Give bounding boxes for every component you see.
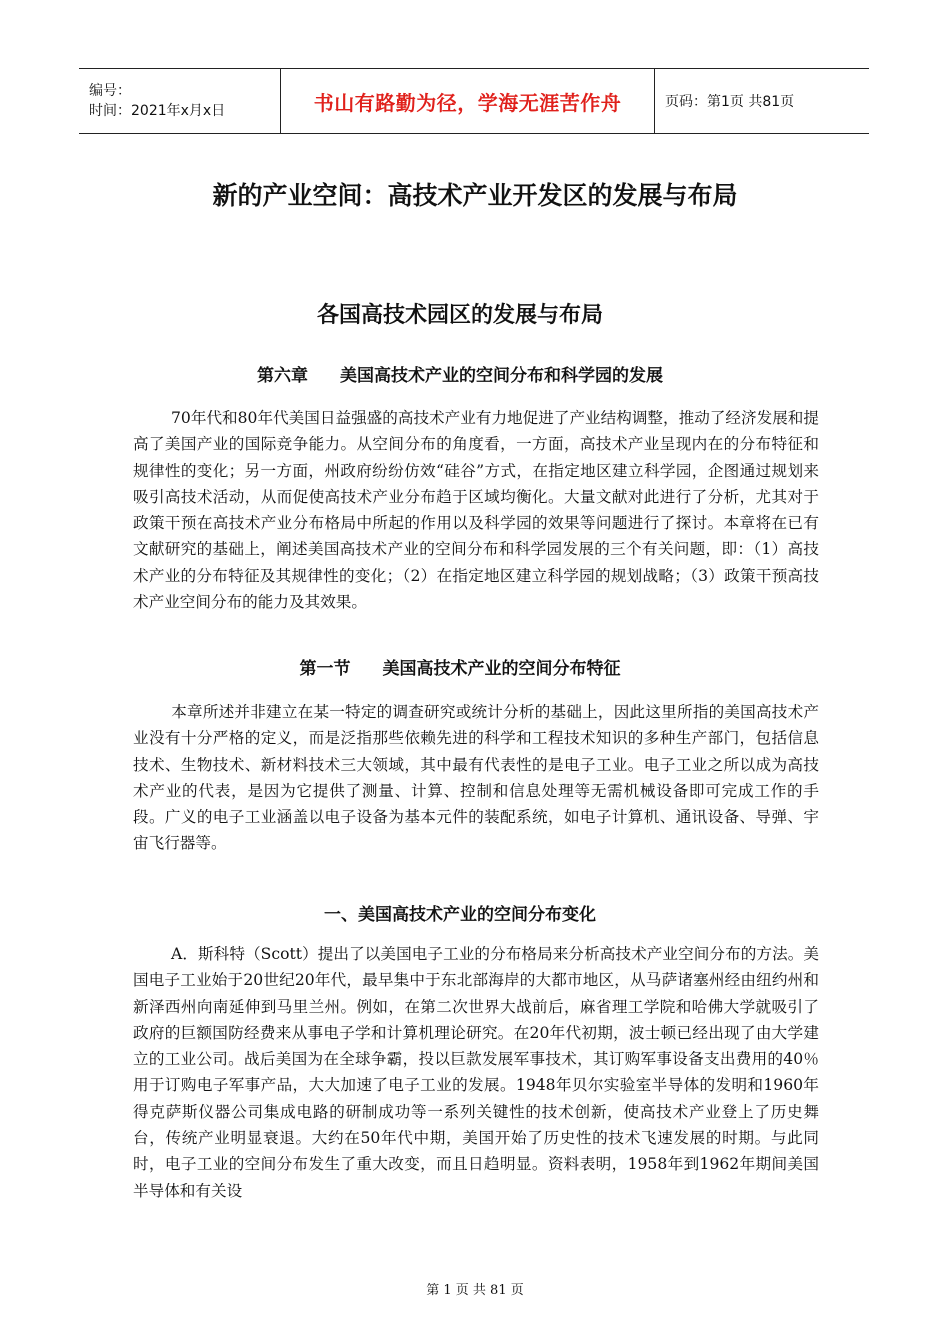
motto-text: 书山有路勤为径，学海无涯苦作舟	[313, 90, 622, 115]
intro-paragraph: 70年代和80年代美国日益强盛的高技术产业有力地促进了产业结构调整，推动了经济发展和提高了美国产业的国际竞争能力。从空间分布的角度看，一方面，高技术产业呈现内在的分布特征和规律性的变化；另一方面，州政府纷纷仿效“硅谷”方式，在指定地区建立科学园，企图通过规划来吸引高技术活动，从而促使高技术产业分布趋于区域均衡化。大量文献对此进行了分析，尤其对于政策干预在高技术产业分布格局中所起的作用以及科学园的效果等问题进行了探讨。本章将在已有文献研究的基础上，阐述美国高技术产业的空间分布和科学园发展的三个有关问题，即：（1）高技术产业的分布特征及其规律性的变化；（2）在指定地区建立科学园的规划战略；（3）政策干预高技术产业空间分布的能力及其效果。	[133, 409, 819, 612]
section1-paragraph: 本章所述并非建立在某一特定的调查研究或统计分析的基础上，因此这里所指的美国高技术产业没有十分严格的定义，而是泛指那些依赖先进的科学和工程技术知识的多种生产部门，包括信息技术、生物技术、新材料技术三大领域，其中最有代表性的是电子工业。电子工业之所以成为高技术产业的代表，是因为它提供了测量、计算、控制和信息处理等无需机械设备即可完成工作的手段。广义的电子工业涵盖以电子设备为基本元件的装配系统，如电子计算机、通讯设备、导弹、宇宙飞行器等。	[133, 703, 819, 853]
chapter-number: 第六章	[257, 366, 308, 386]
subsection1-title: 一、美国高技术产业的空间分布变化	[324, 905, 596, 925]
header-page-cell	[655, 69, 869, 133]
chapter-heading	[0, 361, 920, 386]
chapter-title: 美国高技术产业的空间分布和科学园的发展	[340, 366, 663, 386]
date-label: 时间：2021年x月x日	[89, 103, 226, 119]
page-label: 页码：第1页 共81页	[665, 94, 795, 110]
section1-title: 美国高技术产业的空间分布特征	[382, 659, 621, 679]
header-motto-cell	[281, 69, 655, 133]
document-title: 新的产业空间：高技术产业开发区的发展与布局	[212, 181, 738, 210]
page-footer: 第 1 页 共 81 页	[426, 1283, 524, 1298]
subsection1-heading	[0, 900, 920, 925]
subsection1-paragraph: A．斯科特（Scott）提出了以美国电子工业的分布格局来分析高技术产业空间分布的方法。美国电子工业始于20世纪20年代，最早集中于东北部海岸的大都市地区，从马萨诸塞州经由纽约州和新泽西州向南延伸到马里兰州。例如，在第二次世界大战前后，麻省理工学院和哈佛大学就吸引了政府的巨额国防经费来从事电子学和计算机理论研究。在20年代初期，波士顿已经出现了由大学建立的工业公司。战后美国为在全球争霸，投以巨款发展军事技术，其订购军事设备支出费用的40％用于订购电子军事产品，大大加速了电子工业的发展。1948年贝尔实验室半导体的发明和1960年得克萨斯仪器公司集成电路的研制成功等一系列关键性的技术创新，使高技术产业登上了历史舞台，传统产业明显衰退。大约在50年代中期，美国开始了历史性的技术飞速发展的时期。与此同时，电子工业的空间分布发生了重大改变，而且日趋明显。资料表明，1958年到1962年期间美国半导体和有关设	[133, 945, 819, 1200]
header-table	[79, 68, 869, 134]
number-label: 编号：	[89, 83, 131, 99]
section-title: 各国高技术园区的发展与布局	[316, 303, 603, 328]
section1-number: 第一节	[299, 659, 351, 679]
header-info-cell	[79, 69, 281, 133]
section1-heading	[0, 654, 920, 679]
